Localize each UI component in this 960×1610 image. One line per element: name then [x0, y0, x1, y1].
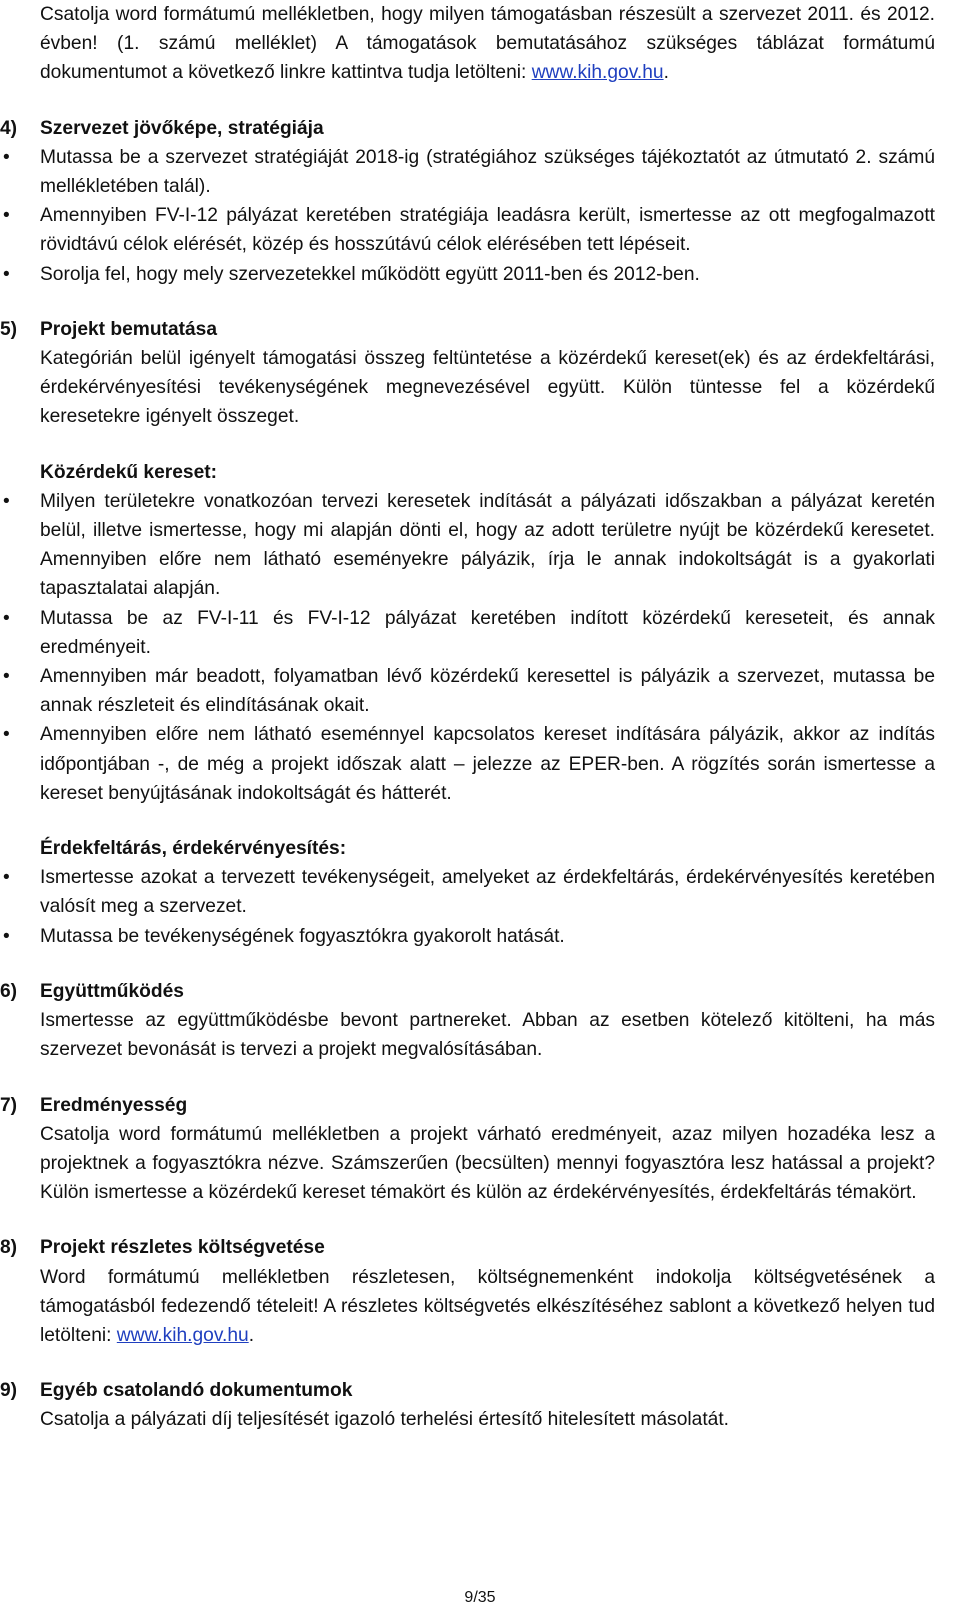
section-6-heading	[0, 977, 960, 1006]
section-8-title: Projekt részletes költségvetése	[40, 1237, 325, 1259]
section-5-heading	[0, 315, 960, 344]
list-item	[0, 201, 935, 259]
section-5-number: 5)	[0, 318, 18, 340]
list-item	[0, 863, 935, 921]
interest-advocacy-subheading: Érdekfeltárás, érdekérvényesítés:	[40, 838, 347, 860]
section-9-title: Egyéb csatolandó dokumentumok	[40, 1380, 353, 1402]
intro-period: .	[663, 62, 669, 84]
section-7-number: 7)	[0, 1094, 18, 1116]
interest-advocacy-bullet-list	[0, 863, 960, 951]
section-9-heading	[0, 1376, 960, 1405]
section-7-title: Eredményesség	[40, 1094, 188, 1116]
bullet-icon: •	[3, 925, 10, 947]
list-item	[0, 604, 935, 662]
section-5-body: Kategórián belül igényelt támogatási összeg feltüntetése a közérdekű kereset(ek) és az érdekfeltárási, érdekérvényesítési tevékenységének megnevezésével együtt. Külön tüntesse fel a közérdekű keresetekre igényelt összeget.	[40, 348, 935, 428]
list-item	[0, 662, 935, 720]
bullet-icon: •	[3, 263, 10, 285]
bullet-text: Mutassa be az FV-I-11 és FV-I-12 pályázat keretében indított közérdekű kereseteit, és annak eredményeit.	[40, 607, 935, 658]
public-interest-lawsuit-bullet-list	[0, 487, 960, 808]
intro-text: Csatolja word formátumú mellékletben, hogy milyen támogatásban részesült a szervezet 2011. és 2012. évben! (1. számú melléklet) A támogatások bemutatásához szükséges táblázat formátumú dokumentumot a következő linkre kattintva tudja letölteni:	[40, 4, 935, 84]
bullet-text: Amennyiben előre nem látható eseménnyel kapcsolatos kereset indítására pályázik, akkor az indítás időpontjában -, de még a projekt időszak alatt – jelezze az EPER-ben. A rögzítés során ismertesse a kereset benyújtásának indokoltságát és hátterét.	[40, 724, 935, 804]
section-6-number: 6)	[0, 980, 18, 1002]
section-8-text: Word formátumú mellékletben részletesen, költségnemenként indokolja költségvetésének a támogatásból fedezendő tételeit! A részletes költségvetés elkészítéséhez sablont a következő helyen tud letölteni:	[40, 1266, 935, 1346]
list-item	[0, 922, 935, 951]
bullet-text: Mutassa be tevékenységének fogyasztókra gyakorolt hatását.	[40, 925, 565, 947]
section-8-number: 8)	[0, 1237, 18, 1259]
bullet-text: Amennyiben FV-I-12 pályázat keretében stratégiája leadásra került, ismertesse az ott megfogalmazott rövidtávú célok elérését, közép és hosszútávú célok elérésében tett lépéseit.	[40, 205, 935, 256]
section-4-number: 4)	[0, 117, 18, 139]
bullet-icon: •	[3, 490, 10, 512]
bullet-icon: •	[3, 607, 10, 629]
kih-link-intro[interactable]: www.kih.gov.hu	[531, 62, 664, 84]
kih-link-budget[interactable]: www.kih.gov.hu	[116, 1324, 249, 1346]
list-item	[0, 143, 935, 201]
bullet-text: Mutassa be a szervezet stratégiáját 2018-ig (stratégiához szükséges tájékoztatót az útmutató 2. számú mellékletében talál).	[40, 146, 935, 198]
list-item	[0, 720, 935, 808]
section-8-period: .	[248, 1324, 255, 1346]
bullet-icon: •	[3, 146, 10, 168]
section-8-heading	[0, 1233, 960, 1262]
section-4-title: Szervezet jövőképe, stratégiája	[40, 117, 324, 139]
bullet-text: Sorolja fel, hogy mely szervezetekkel működött együtt 2011-ben és 2012-ben.	[40, 263, 700, 285]
bullet-icon: •	[3, 205, 10, 227]
section-9-body: Csatolja a pályázati díj teljesítését igazoló terhelési értesítő hitelesített másolatát.	[40, 1409, 729, 1431]
section-6-title: Együttműködés	[40, 980, 184, 1002]
page-number: 9/35	[464, 1589, 496, 1606]
public-interest-lawsuit-subheading: Közérdekű kereset:	[40, 461, 218, 483]
section-4-heading	[0, 114, 960, 143]
section-5-title: Projekt bemutatása	[40, 318, 218, 340]
list-item	[0, 487, 935, 604]
bullet-icon: •	[3, 867, 10, 889]
section-8-body	[0, 1263, 935, 1351]
list-item	[0, 260, 935, 289]
section-4-bullet-list	[0, 143, 960, 289]
bullet-icon: •	[3, 666, 10, 688]
section-7-body: Csatolja word formátumú mellékletben a projekt várható eredményeit, azaz milyen hozadéka lesz a projektnek a fogyasztókra nézve. Számszerűen (becsülten) mennyi fogyasztóra lesz hatással a projekt? Külön ismertesse a közérdekű kereset témakört és külön az érdekérvényesítés, érdekfeltárás témakört.	[40, 1123, 935, 1204]
section-7-heading	[0, 1091, 960, 1120]
section-9-number: 9)	[0, 1380, 18, 1402]
bullet-text: Amennyiben már beadott, folyamatban lévő közérdekű keresettel is pályázik a szervezet, mutassa be annak részleteit és elindításának okait.	[40, 666, 935, 717]
section-6-body: Ismertesse az együttműködésbe bevont partnereket. Abban az esetben kötelező kitölteni, ha más szervezet bevonását is tervezi a projekt megvalósításában.	[40, 1010, 935, 1061]
bullet-icon: •	[3, 724, 10, 746]
bullet-text: Ismertesse azokat a tervezett tevékenységeit, amelyeket az érdekfeltárás, érdekérvényesítés keretében valósít meg a szervezet.	[40, 867, 935, 918]
bullet-text: Milyen területekre vonatkozóan tervezi keresetek indítását a pályázati időszakban a pályázat keretén belül, illetve ismertesse, hogy mi alapján dönti el, hogy az adott területre nyújt be közérdekű keresetet. Amennyiben előre nem látható eseményekre pályázik, írja le annak indokoltságát is a gyakorlati tapasztalatai alapján.	[40, 490, 935, 600]
intro-paragraph	[0, 0, 935, 88]
